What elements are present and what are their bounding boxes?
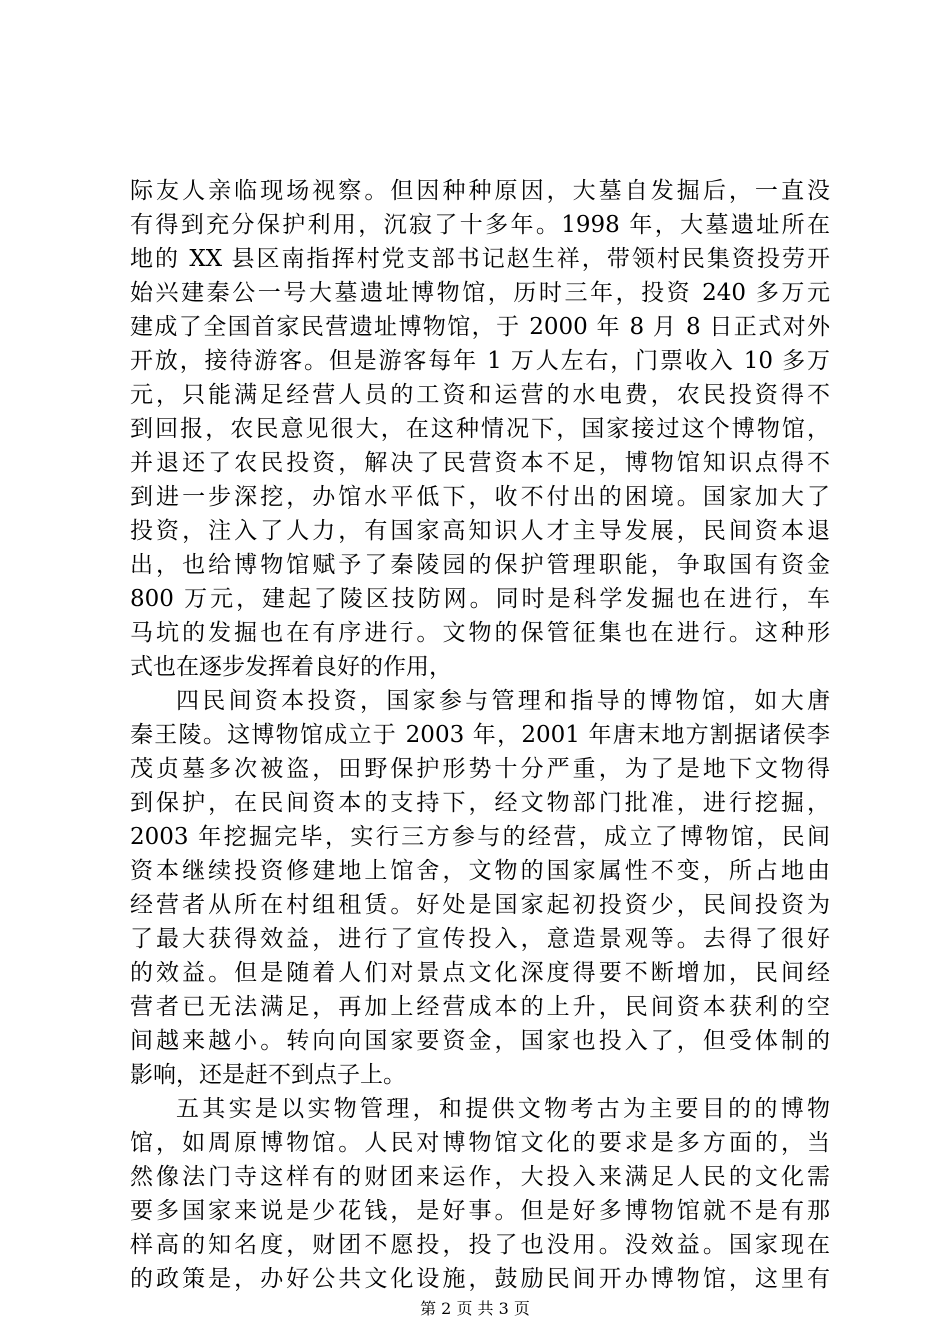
text-line: 2003 年挖掘完毕，实行三方参与的经营，成立了博物馆，民间 bbox=[130, 824, 830, 850]
page-number-footer: 第 2 页 共 3 页 bbox=[420, 1299, 530, 1318]
text-line: 然像法门寺这样有的财团来运作，大投入来满足人民的文化需 bbox=[130, 1164, 830, 1190]
body-text bbox=[130, 174, 830, 1296]
paragraph-end-line: 式也在逐步发挥着良好的作用， bbox=[130, 654, 452, 680]
text-line: 资本继续投资修建地上馆舍，文物的国家属性不变，所占地由 bbox=[130, 858, 830, 884]
text-line: 茂贞墓多次被盗，田野保护形势十分严重，为了是地下文物得 bbox=[130, 756, 830, 782]
text-line: 要多国家来说是少花钱，是好事。但是好多博物馆就不是有那 bbox=[130, 1198, 830, 1224]
text-line: 到保护，在民间资本的支持下，经文物部门批准，进行挖掘， bbox=[130, 790, 830, 816]
text-line: 地的 XX 县区南指挥村党支部书记赵生祥，带领村民集资投劳开 bbox=[130, 246, 830, 272]
text-line: 投资，注入了人力，有国家高知识人才主导发展，民间资本退 bbox=[130, 518, 830, 544]
text-line: 始兴建秦公一号大墓遗址博物馆，历时三年，投资 240 多万元 bbox=[130, 280, 830, 306]
text-line: 并退还了农民投资，解决了民营资本不足，博物馆知识点得不 bbox=[130, 450, 830, 476]
text-line: 800 万元，建起了陵区技防网。同时是科学发掘也在进行，车 bbox=[130, 586, 830, 612]
paragraph-first-line: 五其实是以实物管理，和提供文物考古为主要目的的博物 bbox=[176, 1096, 830, 1122]
text-line: 际友人亲临现场视察。但因种种原因，大墓自发掘后，一直没 bbox=[130, 178, 830, 204]
text-line: 秦王陵。这博物馆成立于 2003 年，2001 年唐末地方割据诸侯李 bbox=[130, 722, 830, 748]
text-line: 经营者从所在村组租赁。好处是国家起初投资少，民间投资为 bbox=[130, 892, 830, 918]
text-line: 到回报，农民意见很大，在这种情况下，国家接过这个博物馆， bbox=[130, 416, 830, 442]
text-line: 的政策是，办好公共文化设施，鼓励民间开办博物馆，这里有 bbox=[130, 1266, 830, 1292]
paragraph-end-line: 影响，还是赶不到点子上。 bbox=[130, 1062, 406, 1088]
text-line: 有得到充分保护利用，沉寂了十多年。1998 年，大墓遗址所在 bbox=[130, 212, 830, 238]
text-line: 开放，接待游客。但是游客每年 1 万人左右，门票收入 10 多万 bbox=[130, 348, 830, 374]
text-line: 营者已无法满足，再加上经营成本的上升，民间资本获利的空 bbox=[130, 994, 830, 1020]
text-line: 出，也给博物馆赋予了秦陵园的保护管理职能，争取国有资金 bbox=[130, 552, 830, 578]
text-line: 元，只能满足经营人员的工资和运营的水电费，农民投资得不 bbox=[130, 382, 830, 408]
text-line: 马坑的发掘也在有序进行。文物的保管征集也在进行。这种形 bbox=[130, 620, 830, 646]
text-line: 馆，如周原博物馆。人民对博物馆文化的要求是多方面的，当 bbox=[130, 1130, 830, 1156]
text-line: 到进一步深挖，办馆水平低下，收不付出的困境。国家加大了 bbox=[130, 484, 830, 510]
text-line: 了最大获得效益，进行了宣传投入，意造景观等。去得了很好 bbox=[130, 926, 830, 952]
text-line: 间越来越小。转向向国家要资金，国家也投入了，但受体制的 bbox=[130, 1028, 830, 1054]
paragraph-first-line: 四民间资本投资，国家参与管理和指导的博物馆，如大唐 bbox=[176, 688, 830, 714]
text-line: 建成了全国首家民营遗址博物馆，于 2000 年 8 月 8 日正式对外 bbox=[130, 314, 830, 340]
text-line: 的效益。但是随着人们对景点文化深度得要不断增加，民间经 bbox=[130, 960, 830, 986]
text-line: 样高的知名度，财团不愿投，投了也没用。没效益。国家现在 bbox=[130, 1232, 830, 1258]
